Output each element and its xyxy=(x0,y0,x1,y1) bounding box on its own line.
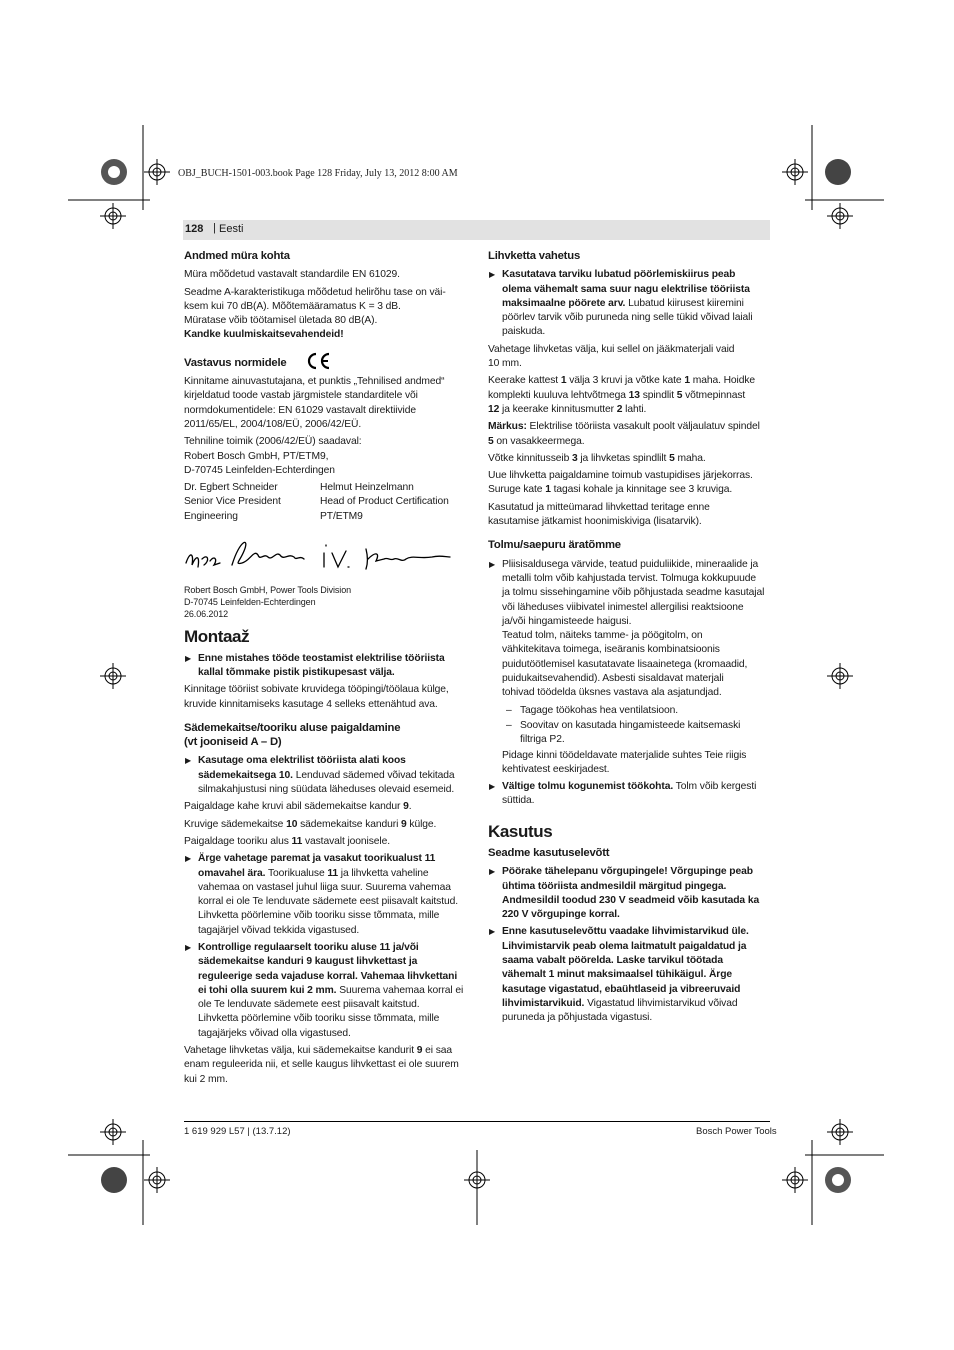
usage-heading: Kasutus xyxy=(488,821,553,841)
page-number: 128 xyxy=(185,223,204,235)
page-header-bar xyxy=(183,220,770,240)
disc-change-heading: Lihvketta vahetus xyxy=(488,250,581,262)
conformity-text-1: Kinnitame ainuvastutajana, et punktis „Tehnilised andmed“ kirjeldatud toode vastab järgmistele standarditele või normdokumentidele: EN 61029 vastavalt direktiivide 2011/65/EL, 2004/108/EÜ, 2006/42/EÜ. xyxy=(184,376,445,430)
noise-warning: Kandke kuulmiskaitsevahendeid! xyxy=(184,329,344,341)
spark-guard-warning: ▶ Kasutage oma elektrilist tööriista alati koos sädemekaitsega 10. Lenduvad sädemed võivad tekitada silmakahjustusi ning süüdata läheduses olevaid esemeid. xyxy=(184,754,465,797)
dust-heading: Tolmu/saepuru äratõmme xyxy=(488,539,621,552)
footer-divider xyxy=(184,1121,770,1122)
footer-brand: Bosch Power Tools xyxy=(696,1126,777,1137)
noise-text-1: Müra mõõdetud vastavalt standardile EN 61029. xyxy=(184,269,400,281)
print-header: OBJ_BUCH-1501-003.book Page 128 Friday, July 13, 2012 8:00 AM xyxy=(178,168,458,179)
language-label: Eesti xyxy=(219,223,244,235)
montage-heading: Montaaž xyxy=(184,627,250,647)
footer-doc-number: 1 619 929 L57 | (13.7.12) xyxy=(184,1126,291,1137)
disc-text-4: Uue lihvketta paigaldamine toimub vastupidises järjekorras. Suruge kate 1 tagasi kohale ja kinnitage see 3 kruviga. xyxy=(488,470,753,496)
spark-guard-heading: Sädemekaitse/tooriku aluse paigaldamine (vt jooniseid A – D) xyxy=(184,721,401,749)
dust-text: Pidage kinni töödeldavate materjalide suhtes Teie riigis kehtivatest eeskirjadest. xyxy=(502,749,747,775)
disc-warning: ▶ Kasutatava tarviku lubatud pöörlemiskiirus peab olema vähemalt sama suur nagu elektrilise tööriista maksimaalne pöörete arv. Lubatud kiirusest kiiremini pöörlev tarvik võib puruneda ning selle tükid võivad laiali paiskuda. xyxy=(488,268,770,339)
inspection-warning: ▶ Enne kasutuselevõttu vaadake lihvimistarvikud üle. Lihvimistarvik peab olema laitmatult paigaldatud ja saama vabalt pöörelda. Laske tarvikul töötada vähemalt 1 minut maksimaalsel tühikäigul. Ärge kasutage vigastatud, ebaühtlaseid ja vibreeruvaid lihvimistarvikuid. Vigastatud lihvimistarvikud võivad puruneda ja põhjustada vigastusi. xyxy=(488,925,770,1025)
spark-warning-2: ▶ Ärge vahetage paremat ja vasakut toorikualust 11 omavahel ära. Toorikualuse 11 ja lihvketta vaheline vahemaa on vastasel juhul liiga suur. Suurema vahemaa korral ei ole Te lenduvate sädemete eest piisavalt kaitstud. Lihvketta pöörlemine võib tooriku sisse tõmmata, mille tagajärjel võivad tekkida vigastused. xyxy=(184,852,465,938)
dust-dash-2: – Soovitav on kasutada hingamisteede kaitsemaski filtriga P2. xyxy=(488,719,770,748)
disc-text-1: Vahetage lihvketas välja, kui sellel on jääkmaterjali vaid 10 mm. xyxy=(488,343,735,370)
disc-text-3: Võtke kinnitusseib 3 ja lihvketas spindlilt 5 maha. xyxy=(488,452,706,464)
startup-heading: Seadme kasutuselevõtt xyxy=(488,846,610,859)
spark-step-2: Kruvige sädemekaitse 10 sädemekaitse kanduri 9 külge. xyxy=(184,818,437,830)
handwritten-signatures xyxy=(184,531,465,577)
spark-text-4: Vahetage lihvketas välja, kui sädemekaitse kandurit 9 ei saa enam reguleerida nii, et selle kaugus lihvkettast ei ole suurem kui 2 mm. xyxy=(184,1045,459,1085)
right-column xyxy=(488,249,770,1029)
voltage-warning: ▶ Pöörake tähelepanu võrgupingele! Võrgupinge peab ühtima tööriista andmesildil märgitud pingega. Andmesildil toodud 230 V seadmeid võib kasutada ka 220 V võrgupinge korral. xyxy=(488,865,770,922)
dust-dash-1: – Tagage töökohas hea ventilatsioon. xyxy=(488,704,770,718)
disc-text-2: Keerake kattest 1 välja 3 kruvi ja võtke kate 1 maha. Hoidke komplekti kuuluva lehtvõtmega 13 spindlit 5 võtmepinnast 12 ja keerake kinnitusmutter 2 lahti. xyxy=(488,375,756,415)
montage-text: Kinnitage tööriist sobivate kruvidega tööpingi/töölaua külge, kruvide kinnitamiseks kasutage 4 selleks ettenähtud ava. xyxy=(184,684,449,710)
dust-warning-2: ▶ Vältige tolmu kogunemist töökohta. Tolm võib kergesti süttida. xyxy=(488,780,770,809)
conformity-heading: Vastavus normidele xyxy=(184,352,465,370)
company-info: Robert Bosch GmbH, Power Tools Division D-70745 Leinfelden-Echterdingen 26.06.2012 xyxy=(184,585,351,620)
ce-mark-icon xyxy=(305,352,331,370)
spark-step-3: Paigaldage tooriku alus 11 vastavalt joonisele. xyxy=(184,835,390,847)
header-separator: | xyxy=(213,222,216,234)
conformity-text-2: Tehniline toimik (2006/42/EÜ) saadaval: Robert Bosch GmbH, PT/ETM9, D-70745 Leinfelden-Echterdingen xyxy=(184,436,362,476)
noise-text-2: Seadme A-karakteristikuga mõõdetud helirõhu tase on väi- ksem kui 70 dB(A). Mõõtemääramatus K = 3 dB. Müratase võib töötamisel ületada 80 dB(A). Kandke kuulmiskaitsevahendeid! xyxy=(184,286,446,341)
disc-note: Märkus: Elektrilise tööriista vasakult poolt väljaulatuv spindel 5 on vasakkeermega. xyxy=(488,421,760,447)
spark-warning-3: ▶ Kontrollige regulaarselt tooriku aluse 11 ja/või sädemekaitse kanduri 9 kaugust lihvkettast ja reguleerige seda vajaduse korral. Vahemaa lihvkettani ei tohi olla suurem kui 2 mm. Suurema vahemaa korral ei ole Te lenduvate sädemete eest piisavalt kaitstud. Lihvketta pöörlemine võib tooriku sisse tõmmata, mille tagajärjeks võivad olla vigastused. xyxy=(184,941,465,1041)
dust-warning: ▶ Pliisisaldusega värvide, teatud puiduliikide, mineraalide ja metalli tolm võib kahjustada tervist. Tolmuga kokkupuude ja tolmu sissehingamine võib põhjustada seadme kasutajal või läheduses viibivatel inimestel allergilisi reaktsioone ja/või hingamisteede haigusi. Teatud tolm, näiteks tamme- ja pöögitolm, on vähkitekitava toimega, iseäranis kombinatsioonis puidutöötlemisel kasutatavate lisaainetega (kromaadid, puidukaitsevahendid). Asbesti sisaldavat materjali tohivad töödelda üksnes vastava ala asjatundjad. xyxy=(488,558,770,701)
montage-warning: ▶ Enne mistahes tööde teostamist elektrilise tööriista kallal tõmmake pistik pistikupesast välja. xyxy=(184,652,465,681)
disc-text-5: Kasutatud ja mitteümarad lihvkettad teritage enne kasutamise jätkamist hoonimiskiviga (lisatarvik). xyxy=(488,501,710,528)
noise-heading: Andmed müra kohta xyxy=(184,250,290,262)
spark-step-1: Paigaldage kahe kruvi abil sädemekaitse kandur 9. xyxy=(184,801,412,813)
signer-table: Dr. Egbert Schneider Helmut Heinzelmann Senior Vice President Head of Product Certification Engineering PT/ETM9 xyxy=(184,482,449,522)
left-column xyxy=(184,249,465,1090)
